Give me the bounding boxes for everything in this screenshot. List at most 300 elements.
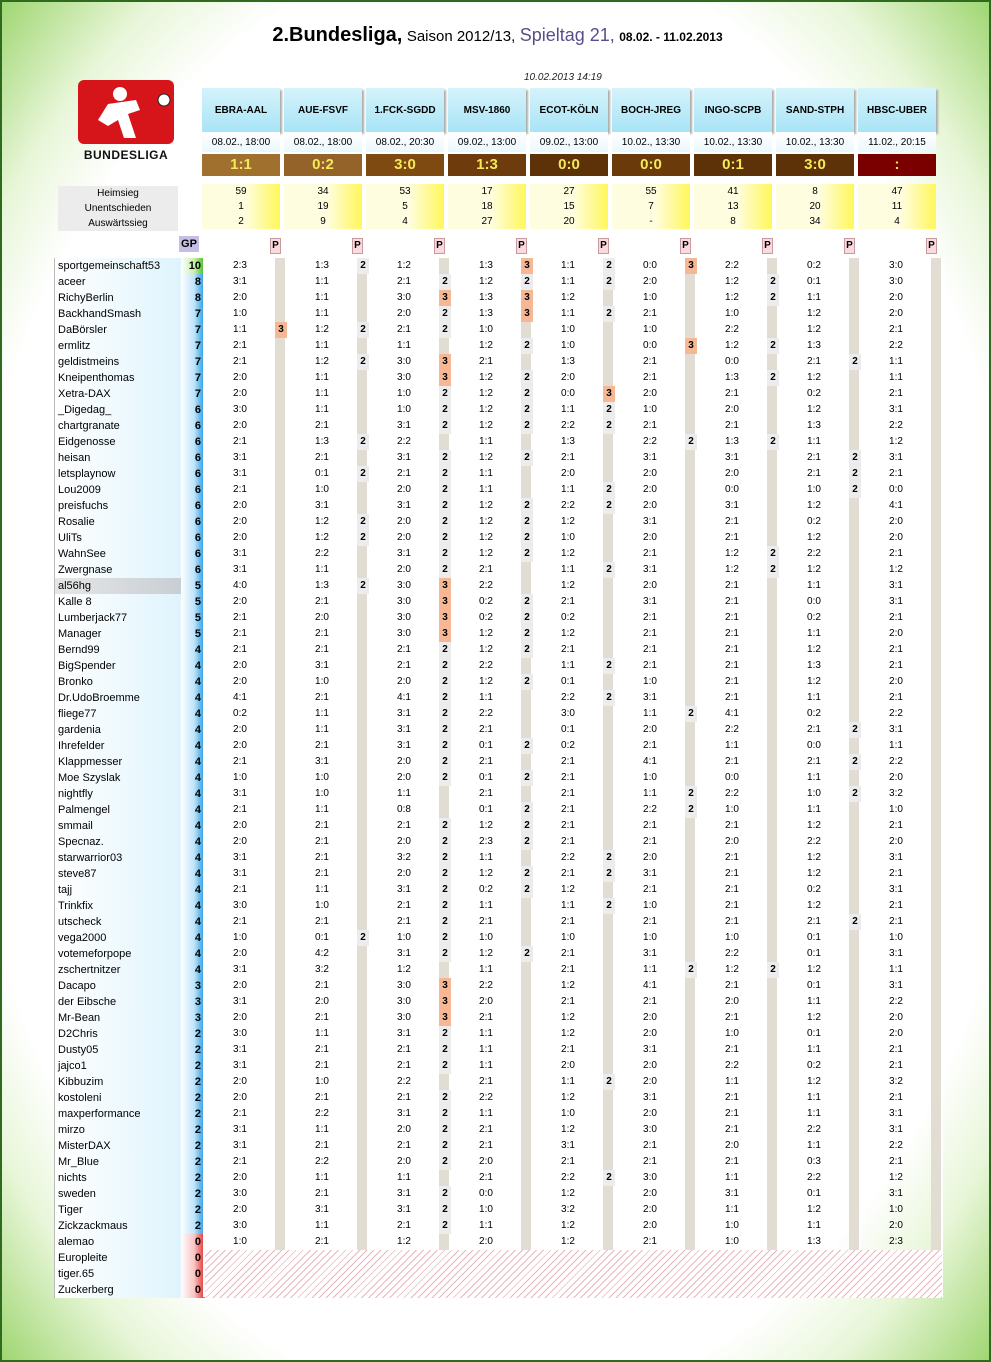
player-name[interactable]: zschertnitzer (55, 962, 181, 978)
tip-cell: 3:1 (233, 1060, 247, 1071)
gp-header: GP (179, 236, 199, 252)
tip-cell: 1:1 (807, 1140, 821, 1151)
tip-points: 2 (439, 402, 451, 418)
game-date: 08.02., 20:30 (366, 132, 444, 152)
game-team[interactable]: INGO-SCPB (694, 88, 772, 132)
game-column (366, 88, 444, 251)
player-name[interactable]: utscheck (55, 914, 181, 930)
player-name[interactable]: Zuckerberg (55, 1282, 181, 1298)
tip-cell: 2:0 (397, 676, 411, 687)
tip-cell: 1:0 (479, 324, 493, 335)
tip-cell: 1:3 (479, 260, 493, 271)
tip-cell: 3:1 (889, 884, 903, 895)
tip-cell: 2:2 (889, 756, 903, 767)
tip-cell: 0:0 (807, 740, 821, 751)
player-name[interactable]: starwarrior03 (55, 850, 181, 866)
game-points: 4 (181, 642, 203, 658)
tip-points: 3 (439, 978, 451, 994)
tip-points: 2 (439, 946, 451, 962)
player-name[interactable]: Kibbuzim (55, 1074, 181, 1090)
player-name[interactable]: MisterDAX (55, 1138, 181, 1154)
tip-cell: 2:0 (233, 1172, 247, 1183)
tip-cell: 1:2 (807, 1076, 821, 1087)
player-name[interactable]: tajj (55, 882, 181, 898)
tip-cell: 2:0 (233, 820, 247, 831)
game-team[interactable]: SAND-STPH (776, 88, 854, 132)
game-result: 0:2 (284, 154, 362, 176)
tip-cell: 2:2 (643, 436, 657, 447)
tip-cell: 2:1 (807, 756, 821, 767)
stat-draw: 7 (612, 199, 690, 214)
game-team[interactable]: 1.FCK-SGDD (366, 88, 444, 132)
table-row (55, 322, 942, 338)
tip-cell: 2:2 (479, 980, 493, 991)
game-points: 6 (181, 498, 203, 514)
player-name[interactable]: sportgemeinschaft53 (55, 258, 181, 274)
tip-cell: 2:3 (889, 1236, 903, 1247)
player-name[interactable]: D2Chris (55, 1026, 181, 1042)
tip-cell: 2:0 (643, 580, 657, 591)
tip-cell: 1:1 (561, 308, 575, 319)
tip-cell: 1:2 (807, 1012, 821, 1023)
game-points: 4 (181, 706, 203, 722)
player-name[interactable]: chartgranate (55, 418, 181, 434)
table-row (55, 914, 942, 930)
tip-cell: 2:1 (561, 996, 575, 1007)
tip-cell: 2:1 (889, 388, 903, 399)
tip-cell: 1:2 (725, 340, 739, 351)
table-row (55, 770, 942, 786)
tip-points: 2 (439, 722, 451, 738)
table-row (55, 722, 942, 738)
tip-cell: 0:1 (807, 948, 821, 959)
stat-home: 59 (202, 184, 280, 199)
tip-cell: 1:2 (479, 276, 493, 287)
tip-cell: 1:2 (889, 436, 903, 447)
game-team[interactable]: BOCH-JREG (612, 88, 690, 132)
stat-home: 47 (858, 184, 936, 199)
tip-cell: 2:1 (725, 1092, 739, 1103)
tip-cell: 2:1 (725, 420, 739, 431)
tip-cell: 1:1 (807, 692, 821, 703)
tip-cell: 2:2 (561, 500, 575, 511)
stat-away: 4 (366, 214, 444, 229)
tip-cell: 2:1 (725, 868, 739, 879)
tip-cell: 3:1 (397, 948, 411, 959)
tip-points: 2 (439, 1122, 451, 1138)
table-row (55, 562, 942, 578)
tip-cell: 2:1 (643, 644, 657, 655)
tip-cell: 3:1 (725, 1188, 739, 1199)
stat-draw: 15 (530, 199, 608, 214)
player-name[interactable]: BigSpender (55, 658, 181, 674)
tip-cell: 2:3 (479, 836, 493, 847)
tip-cell: 1:1 (725, 1172, 739, 1183)
tip-cell: 2:1 (315, 868, 329, 879)
tip-points: 2 (439, 1090, 451, 1106)
tip-points: 2 (439, 898, 451, 914)
table-row (55, 1170, 942, 1186)
stat-home: 41 (694, 184, 772, 199)
tip-cell: 2:1 (479, 756, 493, 767)
game-date: 10.02., 13:30 (612, 132, 690, 152)
player-name[interactable]: letsplaynow (55, 466, 181, 482)
tip-points: 2 (767, 274, 779, 290)
tip-cell: 2:1 (889, 1156, 903, 1167)
player-name[interactable]: aceer (55, 274, 181, 290)
tip-points: 2 (357, 530, 369, 546)
player-name[interactable]: Lou2009 (55, 482, 181, 498)
game-result: 3:0 (366, 154, 444, 176)
tip-cell: 2:2 (725, 1060, 739, 1071)
table-row (55, 482, 942, 498)
tip-cell: 2:1 (315, 644, 329, 655)
stat-draw: 11 (858, 199, 936, 214)
tip-points: 2 (603, 866, 615, 882)
player-name[interactable]: Mr-Bean (55, 1010, 181, 1026)
tip-cell: 2:2 (889, 1140, 903, 1151)
table-row (55, 306, 942, 322)
title-league: 2.Bundesliga, (272, 24, 403, 46)
tip-cell: 2:2 (889, 996, 903, 1007)
player-name[interactable]: Kalle 8 (55, 594, 181, 610)
tip-cell: 1:2 (561, 1236, 575, 1247)
tip-points: 3 (439, 578, 451, 594)
tip-cell: 1:1 (315, 276, 329, 287)
player-name[interactable]: steve87 (55, 866, 181, 882)
table-row (55, 610, 942, 626)
player-name[interactable]: WahnSee (55, 546, 181, 562)
player-name[interactable]: Manager (55, 626, 181, 642)
game-points: 6 (181, 450, 203, 466)
table-row (55, 386, 942, 402)
player-name[interactable]: nichts (55, 1170, 181, 1186)
tip-cell: 1:1 (807, 1220, 821, 1231)
tip-cell: 1:1 (479, 1108, 493, 1119)
tip-cell: 0:0 (725, 484, 739, 495)
player-name[interactable]: maxperformance (55, 1106, 181, 1122)
player-name[interactable]: RichyBerlin (55, 290, 181, 306)
tip-cell: 2:1 (725, 980, 739, 991)
tip-cell: 2:0 (643, 724, 657, 735)
tip-cell: 1:1 (479, 692, 493, 703)
tip-cell: 3:0 (397, 596, 411, 607)
player-name[interactable]: kostoleni (55, 1090, 181, 1106)
tip-cell: 3:2 (397, 852, 411, 863)
tip-cell: 2:1 (889, 1060, 903, 1071)
player-name[interactable]: votemeforpope (55, 946, 181, 962)
tip-cell: 1:1 (889, 964, 903, 975)
tip-cell: 3:1 (643, 948, 657, 959)
player-name[interactable]: nightfly (55, 786, 181, 802)
tip-cell: 1:2 (807, 1204, 821, 1215)
tip-cell: 2:0 (233, 980, 247, 991)
tip-cell: 1:2 (561, 1124, 575, 1135)
player-name[interactable]: smmail (55, 818, 181, 834)
tip-points: 2 (603, 658, 615, 674)
tip-cell: 2:0 (233, 676, 247, 687)
player-name[interactable]: _Digedag_ (55, 402, 181, 418)
tip-cell: 1:2 (807, 500, 821, 511)
tip-cell: 1:0 (561, 1108, 575, 1119)
tip-cell: 3:1 (643, 452, 657, 463)
player-name[interactable]: alemao (55, 1234, 181, 1250)
title-dates: 08.02. - 11.02.2013 (619, 30, 723, 44)
tip-points: 2 (439, 658, 451, 674)
tip-cell: 0:1 (807, 1188, 821, 1199)
stat-draw: 20 (776, 199, 854, 214)
tip-cell: 2:0 (643, 1060, 657, 1071)
tip-cell: 2:1 (889, 612, 903, 623)
game-points: 6 (181, 530, 203, 546)
tip-cell: 1:2 (397, 260, 411, 271)
table-row (55, 850, 942, 866)
player-name[interactable]: Specnaz. (55, 834, 181, 850)
player-name[interactable]: Palmengel (55, 802, 181, 818)
tip-cell: 0:2 (807, 612, 821, 623)
player-name[interactable]: Lumberjack77 (55, 610, 181, 626)
player-name[interactable]: fliege77 (55, 706, 181, 722)
game-date: 10.02., 13:30 (694, 132, 772, 152)
game-team[interactable]: ECOT-KÖLN (530, 88, 608, 132)
tip-cell: 2:0 (889, 308, 903, 319)
tip-cell: 2:2 (561, 852, 575, 863)
player-name[interactable]: Mr_Blue (55, 1154, 181, 1170)
player-name[interactable]: preisfuchs (55, 498, 181, 514)
player-name[interactable]: ermlitz (55, 338, 181, 354)
stat-draw: 18 (448, 199, 526, 214)
player-name[interactable]: Dacapo (55, 978, 181, 994)
player-name[interactable]: Xetra-DAX (55, 386, 181, 402)
player-name[interactable]: sweden (55, 1186, 181, 1202)
tip-cell: 2:2 (889, 340, 903, 351)
player-name[interactable]: vega2000 (55, 930, 181, 946)
game-points: 3 (181, 978, 203, 994)
tip-cell: 2:1 (807, 724, 821, 735)
tip-cell: 3:2 (889, 788, 903, 799)
tip-cell: 2:1 (725, 596, 739, 607)
player-name[interactable]: al56hg (55, 578, 181, 594)
tip-cell: 1:2 (479, 532, 493, 543)
tip-cell: 2:2 (643, 804, 657, 815)
player-name[interactable]: Dusty05 (55, 1042, 181, 1058)
player-name[interactable]: Rosalie (55, 514, 181, 530)
player-name[interactable]: jajco1 (55, 1058, 181, 1074)
tip-cell: 3:1 (233, 868, 247, 879)
tip-cell: 2:1 (397, 276, 411, 287)
player-name[interactable]: Dr.UdoBroemme (55, 690, 181, 706)
player-name[interactable]: DaBörsler (55, 322, 181, 338)
tip-cell: 2:0 (479, 1156, 493, 1167)
game-team[interactable]: AUE-FSVF (284, 88, 362, 132)
tip-cell: 1:1 (561, 1076, 575, 1087)
game-points: 7 (181, 322, 203, 338)
tip-points: 2 (767, 290, 779, 306)
tip-cell: 0:0 (643, 260, 657, 271)
tip-points: 2 (685, 706, 697, 722)
tip-points: 2 (439, 882, 451, 898)
tip-cell: 1:2 (725, 548, 739, 559)
game-points: 5 (181, 578, 203, 594)
player-name[interactable]: Bronko (55, 674, 181, 690)
tip-cell: 1:1 (643, 708, 657, 719)
tip-cell: 1:1 (479, 1060, 493, 1071)
tip-cell: 1:2 (315, 324, 329, 335)
player-name[interactable]: heisan (55, 450, 181, 466)
tip-cell: 3:1 (643, 564, 657, 575)
tip-cell: 0:1 (561, 724, 575, 735)
player-name[interactable]: Zickzackmaus (55, 1218, 181, 1234)
game-points: 6 (181, 434, 203, 450)
player-name[interactable]: geldistmeins (55, 354, 181, 370)
table-row (55, 530, 942, 546)
tip-cell: 3:1 (889, 852, 903, 863)
tip-cell: 1:1 (315, 804, 329, 815)
tip-cell: 2:1 (889, 916, 903, 927)
tip-cell: 2:1 (561, 1156, 575, 1167)
table-row (55, 594, 942, 610)
player-name[interactable]: Klappmesser (55, 754, 181, 770)
player-name[interactable]: tiger.65 (55, 1266, 181, 1282)
tip-cell: 4:1 (643, 756, 657, 767)
tip-cell: 0:2 (807, 260, 821, 271)
tip-points: 2 (521, 770, 533, 786)
tip-cell: 2:1 (725, 884, 739, 895)
table-row (55, 834, 942, 850)
tip-cell: 2:1 (233, 340, 247, 351)
game-team[interactable]: MSV-1860 (448, 88, 526, 132)
tip-cell: 1:0 (643, 676, 657, 687)
player-name[interactable]: UliTs (55, 530, 181, 546)
player-name[interactable]: Bernd99 (55, 642, 181, 658)
game-points: 5 (181, 594, 203, 610)
tip-points: 2 (521, 946, 533, 962)
player-name[interactable]: der Eibsche (55, 994, 181, 1010)
tip-points: 2 (849, 786, 861, 802)
player-name[interactable]: Kneipenthomas (55, 370, 181, 386)
tip-points: 2 (849, 482, 861, 498)
tip-points: 2 (439, 1202, 451, 1218)
tip-cell: 3:0 (233, 900, 247, 911)
player-name[interactable]: Ihrefelder (55, 738, 181, 754)
tip-cell: 3:1 (233, 1124, 247, 1135)
tip-points: 2 (521, 818, 533, 834)
tip-cell: 1:1 (315, 1124, 329, 1135)
tip-cell: 2:0 (643, 1204, 657, 1215)
tip-cell: 4:1 (725, 708, 739, 719)
tip-cell: 3:1 (643, 692, 657, 703)
player-name[interactable]: Tiger (55, 1202, 181, 1218)
tip-points: 3 (439, 594, 451, 610)
tip-cell: 1:2 (561, 292, 575, 303)
tip-cell: 3:1 (397, 548, 411, 559)
tip-cell: 2:0 (233, 500, 247, 511)
tip-cell: 2:0 (397, 532, 411, 543)
tip-cell: 2:1 (315, 916, 329, 927)
table-row (55, 546, 942, 562)
tip-points: 2 (603, 562, 615, 578)
tip-points: 2 (521, 402, 533, 418)
tip-cell: 1:1 (561, 660, 575, 671)
page-title (2, 24, 991, 47)
tip-cell: 2:3 (233, 260, 247, 271)
tip-cell: 1:1 (315, 388, 329, 399)
tip-points: 2 (357, 930, 369, 946)
table-row (55, 1122, 942, 1138)
tip-cell: 2:1 (315, 1236, 329, 1247)
tip-cell: 3:1 (397, 1204, 411, 1215)
tip-cell: 2:1 (889, 1044, 903, 1055)
tip-points: 2 (685, 962, 697, 978)
game-team[interactable]: EBRA-AAL (202, 88, 280, 132)
tip-cell: 1:2 (397, 1236, 411, 1247)
game-team[interactable]: HBSC-UBER (858, 88, 936, 132)
player-name[interactable]: BackhandSmash (55, 306, 181, 322)
table-row (55, 290, 942, 306)
tip-cell: 3:1 (889, 1108, 903, 1119)
tip-cell: 2:0 (725, 404, 739, 415)
tip-cell: 3:1 (397, 1028, 411, 1039)
player-name[interactable]: Europleite (55, 1250, 181, 1266)
tip-cell: 2:1 (889, 660, 903, 671)
player-name[interactable]: Trinkfix (55, 898, 181, 914)
tip-cell: 0:1 (807, 276, 821, 287)
tip-cell: 0:1 (479, 804, 493, 815)
tip-cell: 0:3 (807, 1156, 821, 1167)
tip-cell: 3:1 (397, 740, 411, 751)
player-name[interactable]: mirzo (55, 1122, 181, 1138)
tip-points: 2 (439, 1026, 451, 1042)
game-points: 4 (181, 898, 203, 914)
tip-points: 2 (767, 434, 779, 450)
tip-cell: 1:1 (479, 900, 493, 911)
tip-cell: 2:1 (479, 564, 493, 575)
points-header: P (844, 238, 855, 254)
tip-points: 2 (603, 1074, 615, 1090)
tip-cell: 2:0 (397, 564, 411, 575)
tip-cell: 1:1 (315, 1220, 329, 1231)
tip-cell: 1:0 (889, 932, 903, 943)
tip-points: 3 (439, 626, 451, 642)
tip-cell: 1:2 (807, 868, 821, 879)
tip-cell: 3:1 (889, 724, 903, 735)
tip-cell: 1:3 (725, 372, 739, 383)
tip-cell: 3:1 (233, 852, 247, 863)
game-date: 08.02., 18:00 (202, 132, 280, 152)
tip-cell: 0:2 (479, 884, 493, 895)
tip-cell: 1:0 (561, 340, 575, 351)
player-name[interactable]: Eidgenosse (55, 434, 181, 450)
tip-cell: 1:2 (807, 564, 821, 575)
game-points: 2 (181, 1106, 203, 1122)
player-name[interactable]: gardenia (55, 722, 181, 738)
tip-cell: 2:1 (725, 1124, 739, 1135)
tip-cell: 1:2 (479, 516, 493, 527)
table-row (55, 866, 942, 882)
tip-points: 2 (603, 482, 615, 498)
tip-cell: 1:2 (807, 324, 821, 335)
tip-cell: 1:0 (725, 1220, 739, 1231)
tip-points: 2 (521, 338, 533, 354)
tip-cell: 2:2 (479, 660, 493, 671)
tip-cell: 1:2 (807, 644, 821, 655)
tip-cell: 2:1 (725, 820, 739, 831)
tip-cell: 2:1 (315, 836, 329, 847)
player-name[interactable]: Moe Szyslak (55, 770, 181, 786)
tip-points: 2 (439, 674, 451, 690)
player-name[interactable]: Zwergnase (55, 562, 181, 578)
tip-cell: 1:1 (807, 1108, 821, 1119)
